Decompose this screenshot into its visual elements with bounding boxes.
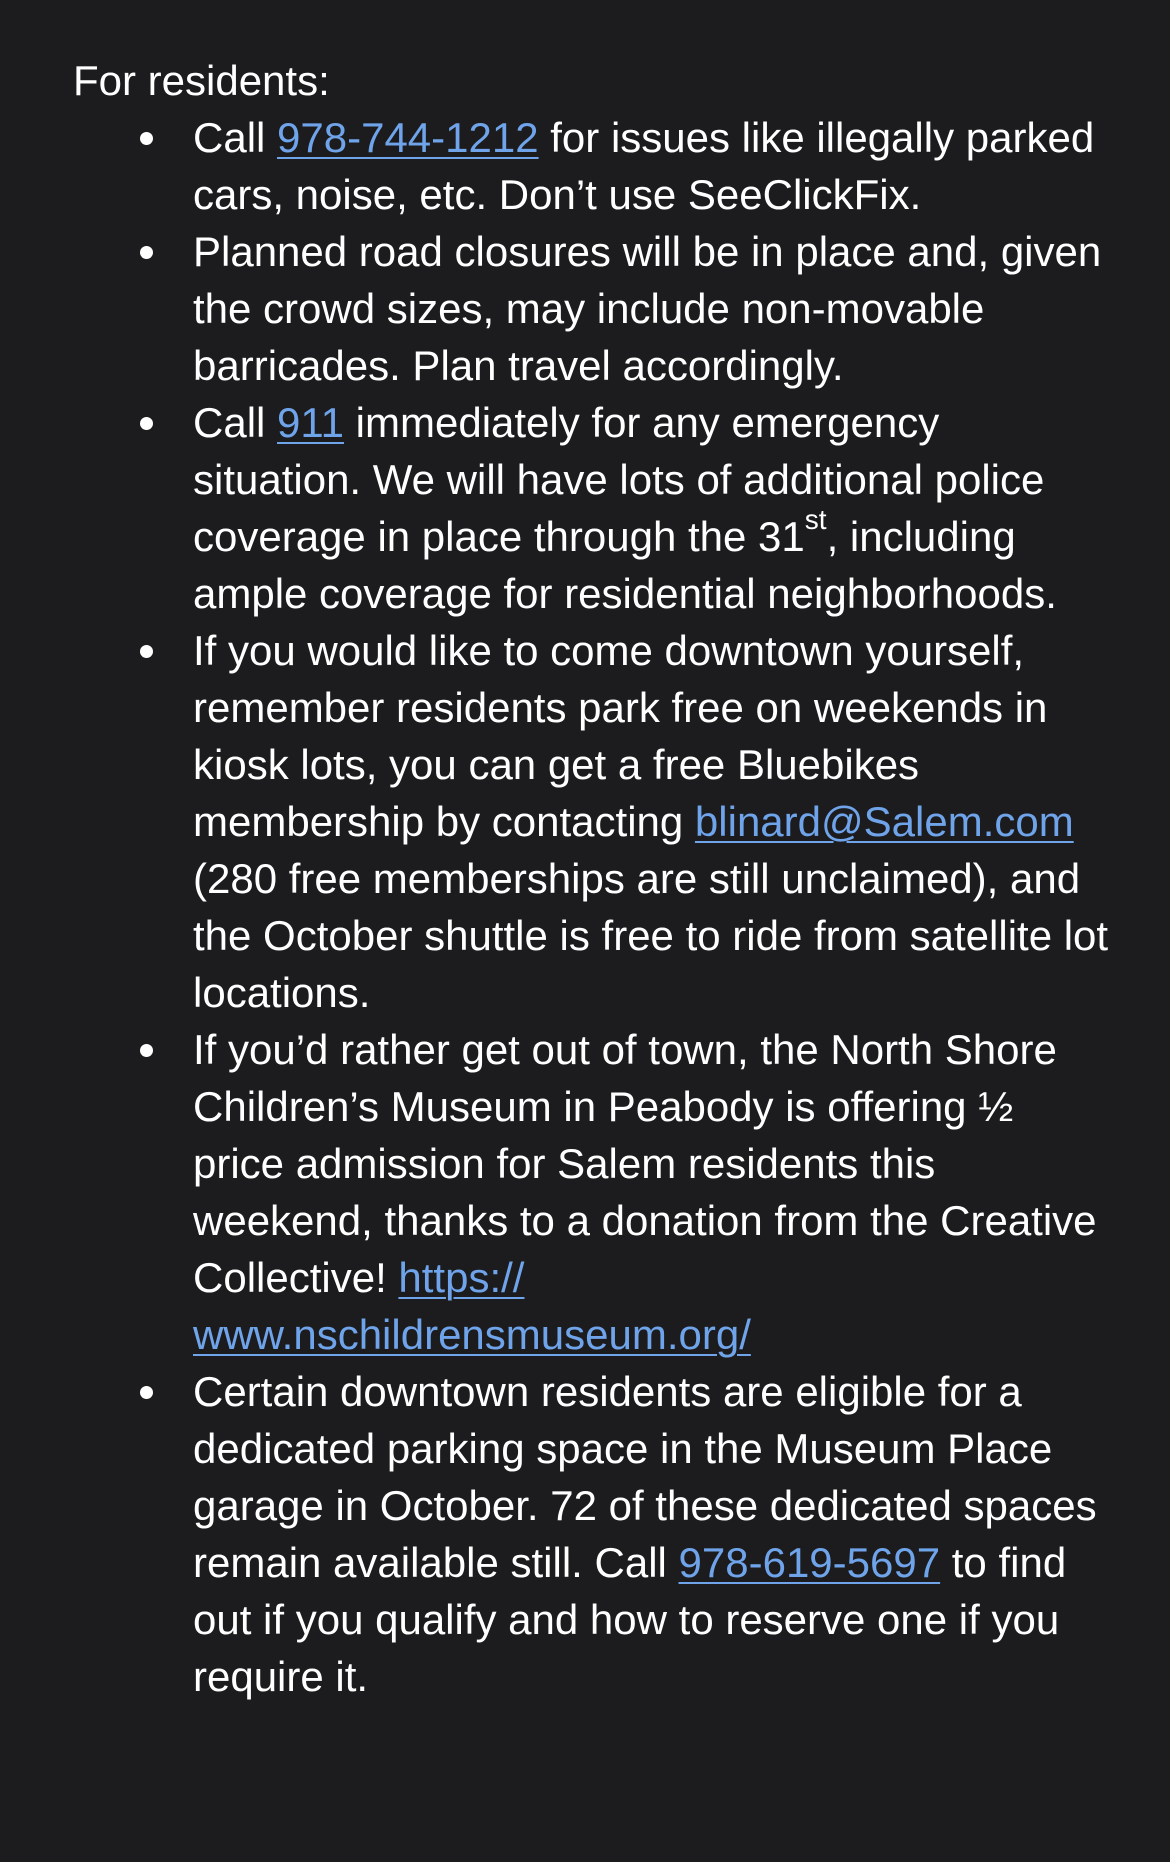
item-text: , including ample coverage for residential neighborhoods. xyxy=(193,513,1057,617)
museum-url-part-1[interactable]: https:// xyxy=(398,1254,525,1301)
list-item-emergency xyxy=(193,394,1110,622)
residents-info-list xyxy=(73,109,1110,1705)
item-text: Call xyxy=(193,114,278,161)
phone-link-parking[interactable]: 978-619-5697 xyxy=(678,1539,941,1586)
item-text: to find out if you qualify and how to reserve one if you require it. xyxy=(193,1539,1067,1700)
item-text: If you would like to come downtown yourself, remember residents park free on weekends in kiosk lots, you can get a free Bluebikes membership by contacting xyxy=(193,627,1048,845)
phone-link-non-emergency[interactable]: 978-744-1212 xyxy=(277,114,539,161)
list-item-dedicated-parking xyxy=(193,1363,1110,1705)
intro-heading: For residents: xyxy=(73,57,330,104)
item-text: immediately for any emergency situation. We will have lots of additional police coverage in place through the 31 xyxy=(193,399,1045,560)
item-text: (280 free memberships are still unclaimed), and the October shuttle is free to ride from satellite lot locations. xyxy=(193,855,1109,1016)
email-link-bluebikes[interactable]: blinard@Salem.com xyxy=(694,798,1074,845)
list-item-road-closures xyxy=(193,223,1110,394)
item-text: for issues like illegally parked cars, noise, etc. Don’t use SeeClickFix. xyxy=(193,114,1095,218)
item-text: Call xyxy=(193,399,278,446)
item-text: Certain downtown residents are eligible for a dedicated parking space in the Museum Place garage in October. 72 of these dedicated spaces remain available still. Call xyxy=(193,1368,1097,1586)
list-item-downtown xyxy=(193,622,1110,1021)
list-item-call-non-emergency xyxy=(193,109,1110,223)
museum-url-part-2[interactable]: www.nschildrensmuseum.org/ xyxy=(193,1311,751,1358)
phone-link-911[interactable]: 911 xyxy=(277,399,344,446)
item-text: If you’d rather get out of town, the North Shore Children’s Museum in Peabody is offering ½ price admission for Salem residents this weekend, thanks to a donation from the Creative Collective! xyxy=(193,1026,1097,1301)
list-item-childrens-museum xyxy=(193,1021,1110,1363)
item-text: Planned road closures will be in place and, given the crowd sizes, may include non-movable barricades. Plan travel accordingly. xyxy=(193,228,1102,389)
ordinal-suffix: st xyxy=(804,504,827,535)
